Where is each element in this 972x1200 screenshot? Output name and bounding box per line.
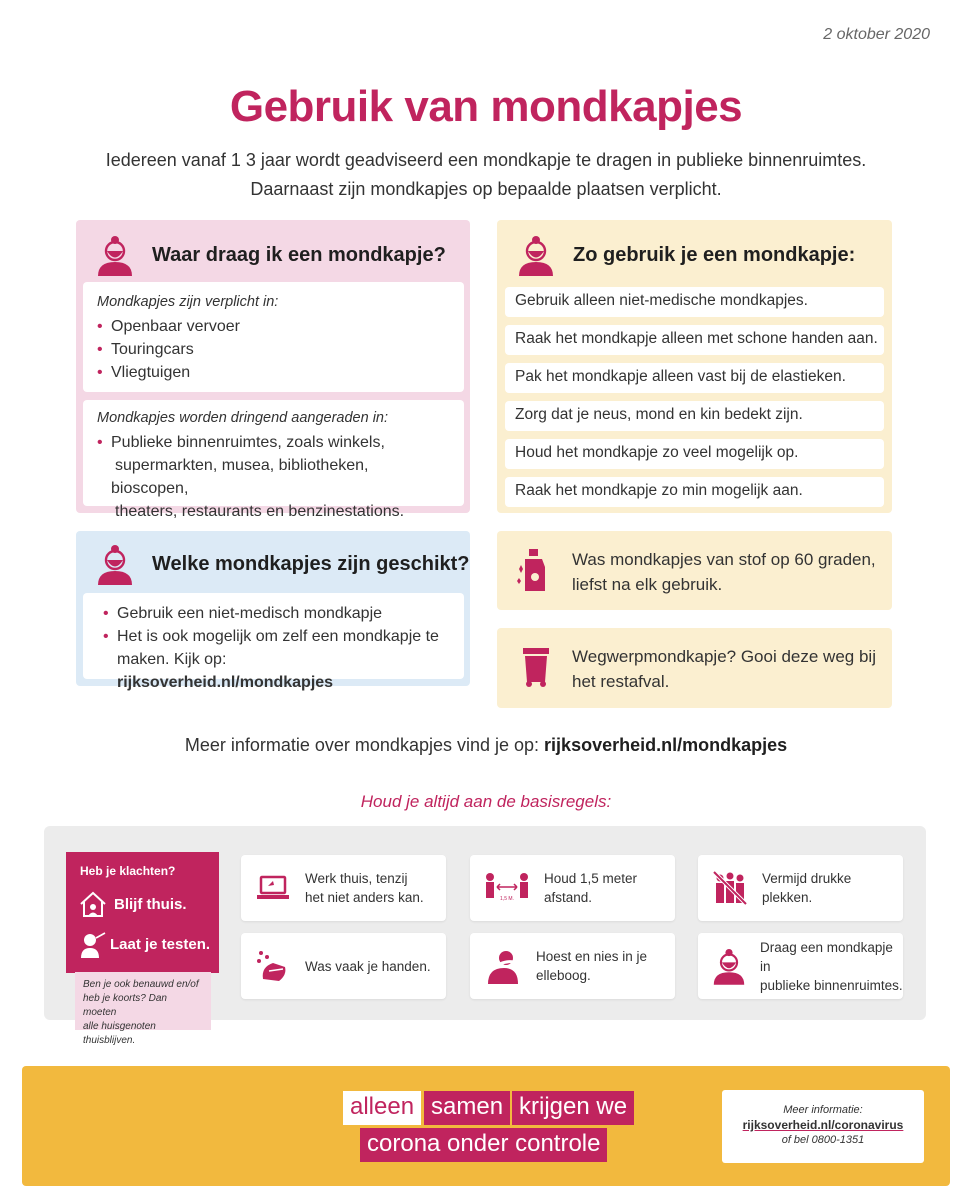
slogan-line-2: corona onder controle	[360, 1128, 607, 1162]
waar-card	[76, 220, 470, 520]
detergent-bottle-icon	[515, 547, 551, 593]
person-mask-icon	[96, 543, 134, 585]
footer-info-phone: of bel 0800-1351	[781, 1134, 865, 1146]
tile-line-1: Vermijd drukke	[762, 871, 852, 886]
list-item: • Gebruik een niet-medisch mondkapje	[103, 602, 444, 625]
tile-line-1: Houd 1,5 meter	[544, 871, 638, 886]
waar-heading-text: Waar draag ik een mondkapje?	[152, 243, 446, 266]
zo-heading-text: Zo gebruik je een mondkapje:	[573, 243, 856, 266]
tile-line-1: Hoest en nies in je	[536, 949, 648, 964]
blijf-thuis-text: Blijf thuis.	[114, 895, 187, 913]
slogan-word-krijgen: krijgen we	[512, 1091, 634, 1125]
tile-line-2: publieke binnenruimtes.	[760, 977, 903, 993]
welke-box	[83, 593, 464, 691]
footer-info-label: Meer informatie:	[783, 1104, 863, 1116]
tile-text	[760, 938, 903, 995]
tile-text	[536, 947, 647, 985]
zo-heading	[517, 234, 855, 276]
klachten-note	[75, 972, 211, 1046]
laat-testen-text: Laat je testen.	[110, 935, 211, 953]
aangeraden-intro: Mondkapjes worden dringend aangeraden in:	[97, 410, 389, 426]
aangeraden-line-3: theaters, restaurants en benzinestations.	[115, 503, 405, 520]
blijf-thuis	[78, 890, 187, 918]
rule-tile-hoesten	[470, 933, 675, 999]
publication-date: 2 oktober 2020	[823, 26, 930, 43]
tile-line-2: afstand.	[544, 890, 593, 905]
tile-text	[305, 957, 431, 976]
aangeraden-list	[97, 431, 450, 523]
list-item	[97, 431, 450, 523]
crowd-crossed-icon	[712, 870, 748, 906]
wegwerp-line-2: het restafval.	[572, 672, 670, 691]
zo-card	[497, 220, 892, 513]
rule-tile-mondkapje	[698, 933, 903, 999]
wegwerp-text	[572, 644, 876, 694]
person-mask-icon	[96, 234, 134, 276]
rule-item: Raak het mondkapje zo min mogelijk aan.	[505, 477, 884, 507]
welke-list	[103, 602, 444, 694]
waar-heading	[96, 234, 446, 276]
wegwerp-card	[497, 628, 892, 708]
tile-line-2: elleboog.	[536, 968, 591, 983]
intro-line-1: Iedereen vanaf 1 3 jaar wordt geadviseerd een mondkapje te dragen in publieke binnenruimtes.	[105, 150, 867, 170]
tile-line-1: Draag een mondkapje in	[760, 939, 893, 974]
welke-heading	[96, 543, 470, 585]
rule-item: Zorg dat je neus, mond en kin bedekt zijn.	[505, 401, 884, 431]
klachten-box	[66, 852, 219, 973]
note-line-1: Ben je ook benauwd en/of	[83, 979, 199, 990]
slogan-word-samen: samen	[424, 1091, 510, 1125]
rule-item: Houd het mondkapje zo veel mogelijk op.	[505, 439, 884, 469]
rule-tile-afstand	[470, 855, 675, 921]
more-info-link[interactable]: rijksoverheid.nl/mondkapjes	[544, 735, 788, 755]
distance-icon	[484, 871, 530, 905]
tile-text	[762, 869, 851, 907]
welke-card	[76, 531, 470, 691]
verplicht-box	[83, 282, 464, 392]
note-line-3: alle huisgenoten thuisblijven.	[83, 1021, 156, 1046]
laat-testen	[78, 930, 210, 958]
list-item	[103, 625, 444, 694]
slogan-word-alleen: alleen	[343, 1091, 421, 1125]
more-info-prefix: Meer informatie over mondkapjes vind je op:	[184, 735, 545, 755]
basisregels-title: Houd je altijd aan de basisregels:	[360, 792, 612, 811]
tile-line-2: plekken.	[762, 890, 813, 905]
intro-line-2: Daarnaast zijn mondkapjes op bepaalde plaatsen verplicht.	[250, 179, 722, 199]
aangeraden-box	[83, 400, 464, 520]
verplicht-list	[97, 315, 450, 384]
intro-text	[60, 146, 912, 204]
was-card	[497, 531, 892, 610]
rule-item: Gebruik alleen niet-medische mondkapjes.	[505, 287, 884, 317]
was-text	[572, 547, 876, 597]
mondkapjes-link[interactable]: rijksoverheid.nl/mondkapjes	[117, 674, 334, 691]
test-swab-icon	[78, 930, 106, 958]
person-mask-icon	[517, 234, 555, 276]
tile-line-1: Was vaak je handen.	[305, 958, 431, 974]
rule-tile-werk-thuis	[241, 855, 446, 921]
welke-item2-prefix: maken. Kijk op:	[117, 651, 227, 668]
page-title: Gebruik van mondkapjes	[229, 82, 743, 131]
tile-text	[305, 869, 424, 907]
welke-item2-line1: Het is ook mogelijk om zelf een mondkapje te	[117, 628, 439, 645]
rule-tile-drukte	[698, 855, 903, 921]
aangeraden-line-2: supermarkten, musea, bibliotheken, bioscopen,	[111, 457, 369, 497]
aangeraden-line-1: Publieke binnenruimtes, zoals winkels,	[111, 434, 385, 451]
was-line-1: Was mondkapjes van stof op 60 graden,	[572, 550, 876, 569]
tile-text	[544, 869, 637, 907]
house-icon	[78, 890, 108, 918]
tile-line-1: Werk thuis, tenzij	[305, 871, 408, 886]
rule-item: Pak het mondkapje alleen vast bij de elastieken.	[505, 363, 884, 393]
list-item: • Vliegtuigen	[97, 361, 450, 384]
tile-line-2: het niet anders kan.	[305, 890, 424, 905]
distance-label: 1,5 M.	[500, 896, 514, 902]
verplicht-intro: Mondkapjes zijn verplicht in:	[97, 294, 279, 310]
laptop-icon	[255, 873, 291, 903]
cough-elbow-icon	[484, 948, 522, 984]
klachten-title: Heb je klachten?	[80, 864, 176, 878]
welke-heading-text: Welke mondkapjes zijn geschikt?	[152, 552, 470, 575]
hand-washing-icon	[255, 949, 291, 983]
footer-info-box	[722, 1090, 924, 1163]
rule-tile-handen	[241, 933, 446, 999]
wegwerp-line-1: Wegwerpmondkapje? Gooi deze weg bij	[572, 647, 876, 666]
rule-item: Raak het mondkapje alleen met schone handen aan.	[505, 325, 884, 355]
footer-info-link[interactable]: rijksoverheid.nl/coronavirus	[742, 1118, 904, 1132]
more-info	[0, 735, 972, 756]
trash-bin-icon	[519, 644, 553, 688]
person-mask-icon	[712, 947, 746, 985]
list-item: • Openbaar vervoer	[97, 315, 450, 338]
note-line-2: heb je koorts? Dan moeten	[83, 993, 167, 1018]
was-line-2: liefst na elk gebruik.	[572, 575, 723, 594]
list-item: • Touringcars	[97, 338, 450, 361]
